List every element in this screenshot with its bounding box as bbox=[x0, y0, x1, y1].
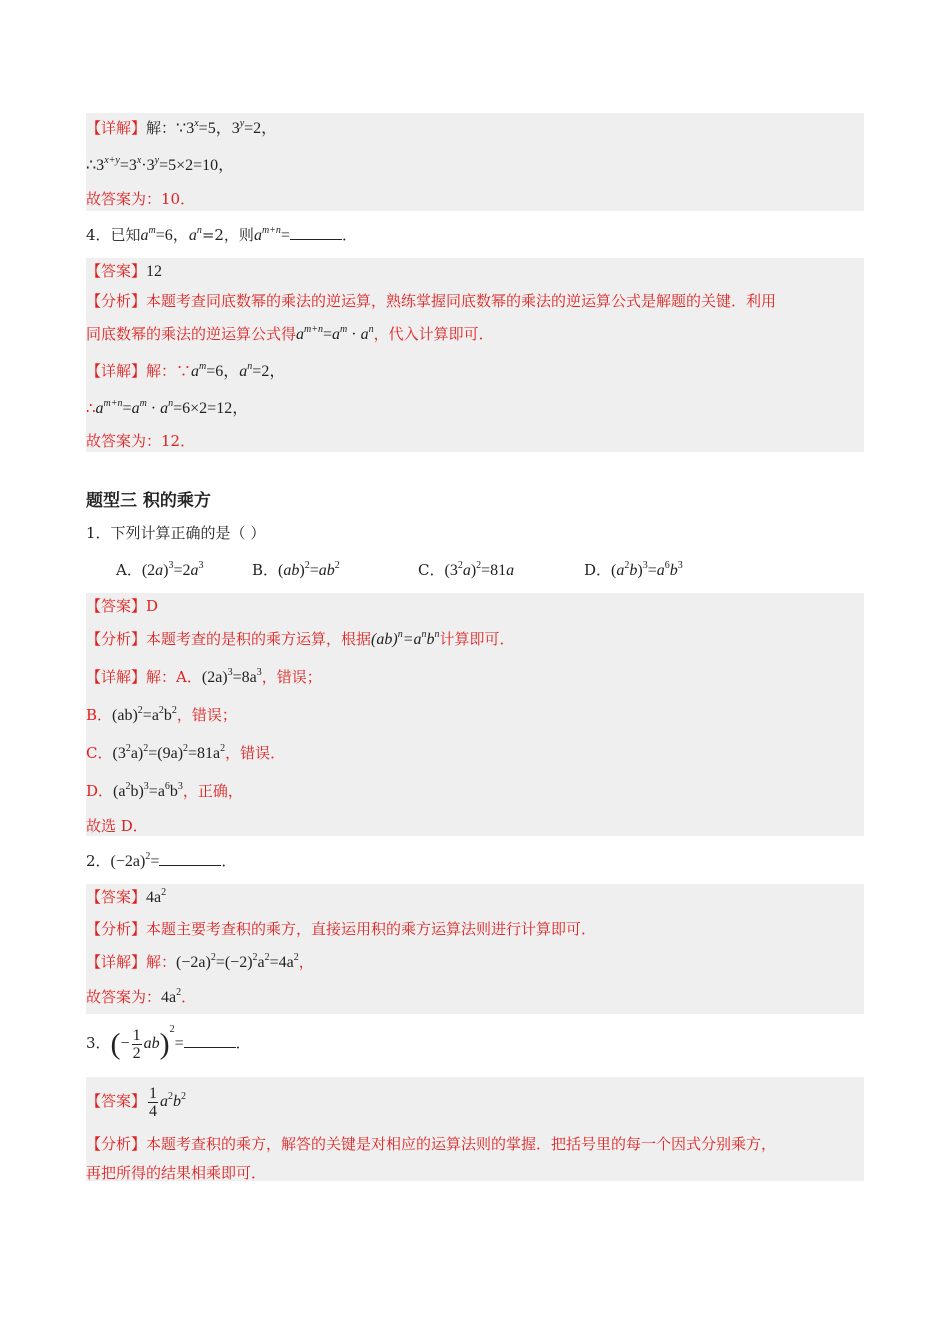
answer-blank[interactable] bbox=[184, 1033, 236, 1048]
analysis-line: 【分析】本题考查的是积的乘方运算，根据$(ab)^n=a^nb^n$计算即可． bbox=[86, 629, 515, 648]
answer-blank[interactable] bbox=[290, 225, 342, 240]
solution-block-2 bbox=[86, 258, 864, 452]
analysis-line: 再把所得的结果相乘即可． bbox=[86, 1164, 267, 1182]
solution-block-4 bbox=[86, 884, 864, 1014]
detail-line: $\therefore a^{m+n}=a^m \cdot a^n=6\times 2=12$， bbox=[86, 398, 249, 417]
question-1: 1．下列计算正确的是（ ） bbox=[86, 524, 266, 542]
question-3: 3．(− $\frac{1}{2}$ ab)$^2$= ． bbox=[86, 1024, 251, 1062]
answer-line: 【答案】12 bbox=[86, 262, 163, 280]
option-d[interactable]: D．$(a^2b)^3=a^6b^3$ bbox=[584, 560, 683, 579]
analysis-line: 【分析】本题主要考查积的乘方，直接运用积的乘方运算法则进行计算即可． bbox=[86, 920, 597, 938]
fraction: $\frac{1}{2}$ bbox=[132, 1026, 141, 1062]
analysis-line: 同底数幂的乘法的逆运算公式得$a^{m+n}=a^m \cdot a^n$，代入计算即可． bbox=[86, 324, 494, 343]
detail-line: D．$(a^2b)^3=a^6b^3$，正确， bbox=[86, 781, 243, 800]
answer-blank[interactable] bbox=[159, 851, 221, 866]
detail-line: $\therefore 3^{x+y}=3^x\cdot 3^y=5\times 2=10$， bbox=[86, 155, 235, 174]
analysis-line: 【分析】本题考查同底数幂的乘法的逆运算，熟练掌握同底数幂的乘法的逆运算公式是解题的关键．利用 bbox=[86, 292, 777, 310]
detail-line: C．$(3^2a)^2=(9a)^2=81a^2$，错误． bbox=[86, 743, 286, 762]
detail-line: 【详解】解：$(-2a)^2=(-2)^2a^2=4a^2$， bbox=[86, 952, 314, 971]
option-c[interactable]: C．$(3^2a)^2=81a$ bbox=[418, 560, 515, 579]
question-2: 2．$(-2a)^2=$ ． bbox=[86, 851, 237, 870]
detail-line: 【详解】解：$\because 3^x=5$，$3^y=2$， bbox=[86, 118, 278, 137]
answer-line: 故答案为：12． bbox=[86, 432, 196, 450]
answer-line: 故答案为：$4a^2$． bbox=[86, 987, 197, 1006]
option-b[interactable]: B．$(ab)^2=ab^2$ bbox=[252, 560, 340, 579]
detail-line: 【详解】解：A．$(2a)^3=8a^3$，错误； bbox=[86, 667, 322, 686]
answer-line: 故答案为：10． bbox=[86, 190, 196, 208]
section-title: 题型三 积的乘方 bbox=[86, 491, 211, 511]
detail-line: 【详解】解：$\because a^m=6$，$a^n=2$， bbox=[86, 361, 286, 380]
answer-line: 【答案】D bbox=[86, 597, 159, 615]
answer-line: 【答案】 $\frac{1}{4}$ $a^2b^2$ bbox=[86, 1084, 187, 1120]
answer-line: 故选 D． bbox=[86, 817, 148, 835]
answer-line: 【答案】$4a^2$ bbox=[86, 887, 167, 906]
analysis-line: 【分析】本题考查积的乘方，解答的关键是对相应的运算法则的掌握．把括号里的每一个因式分别乘方， bbox=[86, 1135, 777, 1153]
fraction: $\frac{1}{4}$ bbox=[149, 1084, 158, 1120]
detail-line: B．$(ab)^2=a^2b^2$，错误； bbox=[86, 705, 237, 724]
question-4: 4．已知$a^m=6$，$a^n=2$，则$a^{m+n}=$ ． bbox=[86, 225, 357, 244]
option-a[interactable]: A．$(2a)^3=2a^3$ bbox=[116, 560, 204, 579]
